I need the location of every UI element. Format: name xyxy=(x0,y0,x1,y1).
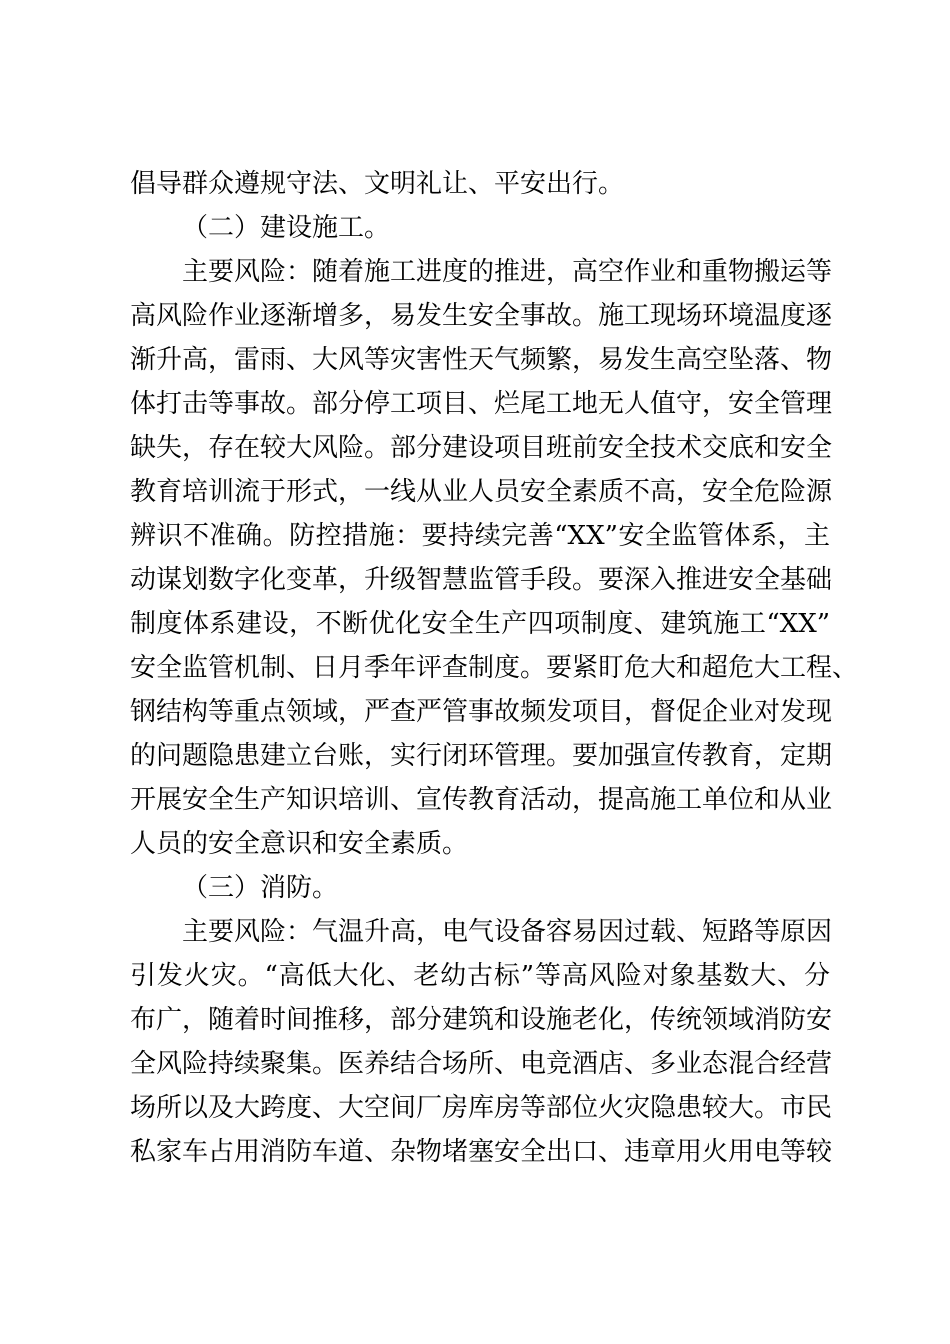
section-heading-fire: （三）消防。 xyxy=(182,873,339,903)
paragraph-line: 私家车占用消防车道、杂物堵塞安全出口、违章用火用电等较 xyxy=(130,1137,833,1167)
paragraph-line: 安全监管机制、日月季年评查制度。要紧盯危大和超危大工程、 xyxy=(130,653,859,683)
paragraph-line: 全风险持续聚集。医养结合场所、电竞酒店、多业态混合经营 xyxy=(130,1049,833,1079)
paragraph-line: 的问题隐患建立台账，实行闭环管理。要加强宣传教育，定期 xyxy=(130,741,833,771)
paragraph-line: 动谋划数字化变革，升级智慧监管手段。要深入推进安全基础 xyxy=(130,565,833,595)
paragraph-line: 人员的安全意识和安全素质。 xyxy=(130,829,469,859)
paragraph-line: 主要风险：随着施工进度的推进，高空作业和重物搬运等 xyxy=(182,257,833,287)
paragraph-line: 钢结构等重点领域，严查严管事故频发项目，督促企业对发现 xyxy=(130,697,833,727)
paragraph-line: 布广，随着时间推移，部分建筑和设施老化，传统领域消防安 xyxy=(130,1005,833,1035)
paragraph-line: 高风险作业逐渐增多，易发生安全事故。施工现场环境温度逐 xyxy=(130,301,833,331)
paragraph-line: 开展安全生产知识培训、宣传教育活动，提高施工单位和从业 xyxy=(130,785,833,815)
paragraph-line: 渐升高，雷雨、大风等灾害性天气频繁，易发生高空坠落、物 xyxy=(130,345,833,375)
paragraph-line: 辨识不准确。防控措施：要持续完善“XX”安全监管体系，主 xyxy=(130,521,830,551)
paragraph-line: 引发火灾。“高低大化、老幼古标”等高风险对象基数大、分 xyxy=(130,961,830,991)
section-heading-construction: （二）建设施工。 xyxy=(182,213,391,243)
paragraph-line: 倡导群众遵规守法、文明礼让、平安出行。 xyxy=(130,169,625,199)
paragraph-line: 教育培训流于形式，一线从业人员安全素质不高，安全危险源 xyxy=(130,477,833,507)
paragraph-line: 体打击等事故。部分停工项目、烂尾工地无人值守，安全管理 xyxy=(130,389,833,419)
paragraph-line: 缺失，存在较大风险。部分建设项目班前安全技术交底和安全 xyxy=(130,433,833,463)
paragraph-line: 制度体系建设，不断优化安全生产四项制度、建筑施工“XX” xyxy=(130,609,830,639)
paragraph-line: 场所以及大跨度、大空间厂房库房等部位火灾隐患较大。市民 xyxy=(130,1093,833,1123)
paragraph-line: 主要风险：气温升高，电气设备容易因过载、短路等原因 xyxy=(182,917,833,947)
